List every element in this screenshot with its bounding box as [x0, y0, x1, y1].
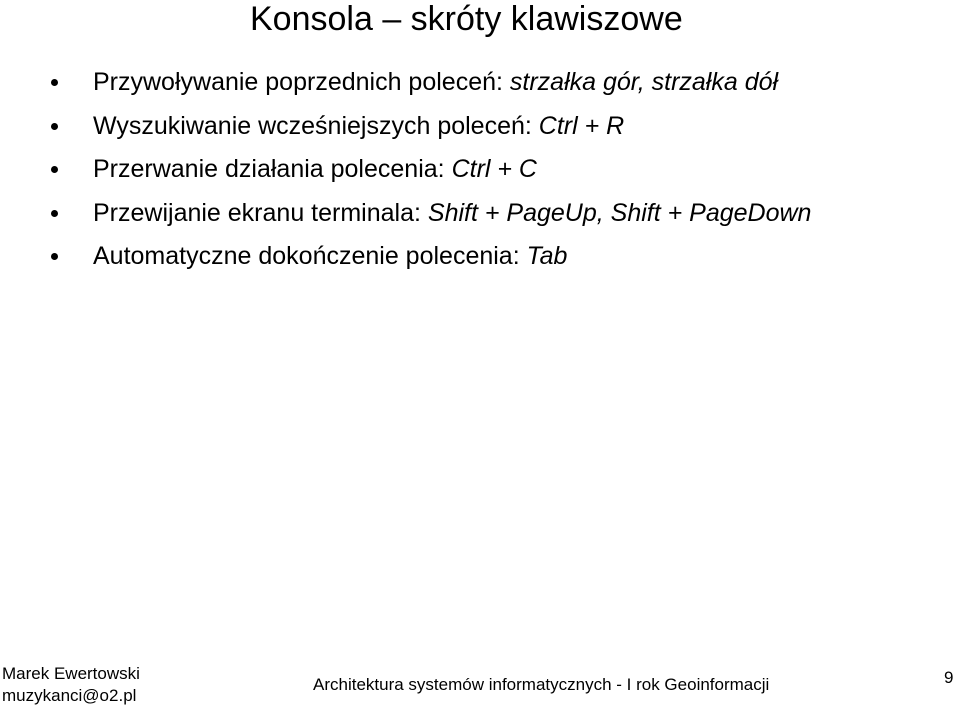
bullet-text	[93, 64, 778, 101]
bullet-label: Wyszukiwanie wcześniejszych poleceń:	[93, 111, 532, 140]
bullet-text	[93, 238, 567, 275]
bullet-text	[93, 195, 811, 232]
author-name: Marek Ewertowski	[2, 664, 140, 683]
slide-title: Konsola – skróty klawiszowe	[250, 0, 683, 38]
bullet-dot-icon	[51, 253, 58, 260]
bullet-text	[93, 108, 624, 145]
bullet-label: Automatyczne dokończenie polecenia:	[93, 242, 520, 270]
bullet-dot-icon	[51, 79, 58, 86]
footer-course: Architektura systemów informatycznych - I rok Geoinformacji	[313, 675, 770, 694]
bullet-text	[93, 151, 537, 188]
bullet-dot-icon	[51, 210, 58, 217]
bullet-shortcut: Ctrl + R	[538, 111, 625, 140]
bullet-shortcut: Shift + PageUp, Shift + PageDown	[427, 198, 812, 227]
bullet-dot-icon	[51, 123, 58, 130]
bullet-dot-icon	[51, 166, 58, 173]
bullet-shortcut: Ctrl + C	[451, 155, 537, 183]
bullet-label: Przywoływanie poprzednich poleceń:	[93, 68, 503, 96]
page-number: 9	[944, 668, 954, 687]
bullet-label: Przewijanie ekranu terminala:	[93, 198, 421, 227]
footer-author	[2, 663, 140, 707]
bullet-shortcut: Tab	[526, 242, 568, 270]
author-email: muzykanci@o2.pl	[2, 686, 137, 705]
bullet-shortcut: strzałka gór, strzałka dół	[509, 68, 779, 96]
bullet-label: Przerwanie działania polecenia:	[93, 155, 445, 183]
